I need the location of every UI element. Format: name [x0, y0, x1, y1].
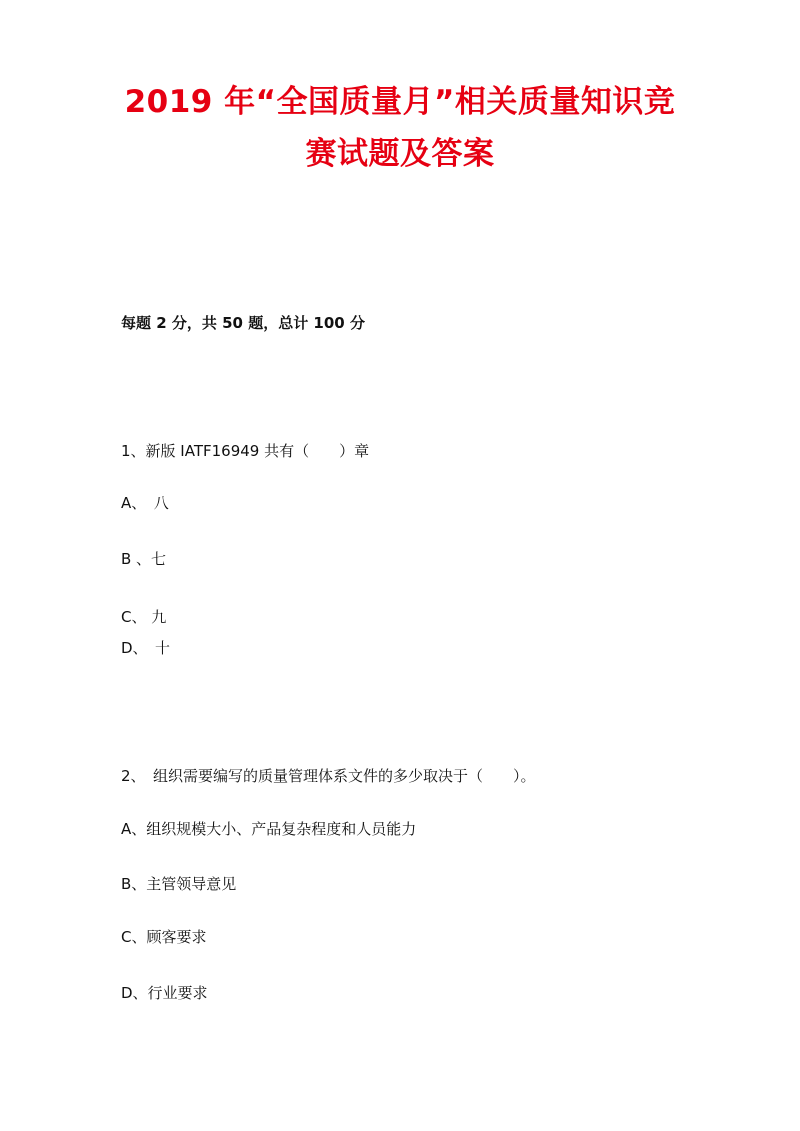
document-title-line-2: 赛试题及答案 [305, 136, 495, 172]
question-2-option-a: A、组织规模大小、产品复杂程度和人员能力 [121, 820, 417, 838]
scoring-note: 每题 2 分，共 50 题，总计 100 分 [121, 314, 365, 332]
question-1-option-b: B 、七 [121, 550, 167, 568]
question-1-stem: 1、新版 IATF16949 共有（ ）章 [121, 442, 370, 460]
question-2-option-b: B、主管领导意见 [121, 875, 237, 893]
question-2-stem: 2、 组织需要编写的质量管理体系文件的多少取决于（ ）。 [121, 767, 536, 785]
question-2-option-d: D、行业要求 [121, 984, 208, 1002]
question-2-option-c: C、顾客要求 [121, 928, 207, 946]
question-1-option-c: C、 九 [121, 608, 167, 626]
question-1-option-d: D、 十 [121, 639, 171, 657]
question-1-option-a: A、 八 [121, 494, 169, 512]
document-title-line-1: 2019 年“全国质量月”相关质量知识竞 [124, 84, 676, 120]
